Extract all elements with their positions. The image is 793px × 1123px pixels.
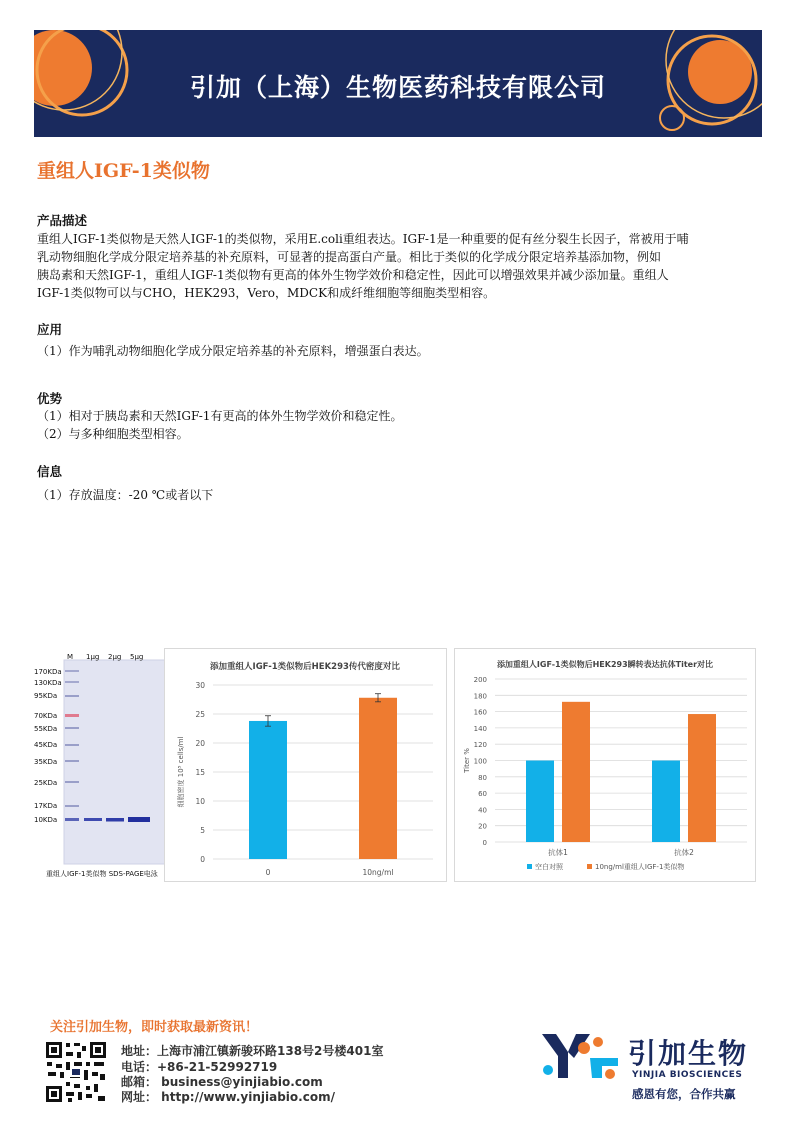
- legend-label: 10ng/ml重组人IGF-1类似物: [595, 863, 685, 871]
- bar: [526, 761, 554, 843]
- advantage-heading: 优势: [37, 391, 63, 406]
- chart-title: 添加重组人IGF-1类似物后HEK293瞬转表达抗体Titer对比: [496, 660, 714, 669]
- gel-caption: 重组人IGF-1类似物 SDS-PAGE电泳: [46, 870, 158, 878]
- lane-label: M: [67, 653, 74, 661]
- footer-phone: 电话：+86-21-52992719: [121, 1060, 278, 1074]
- sds-page-gel-figure: [34, 648, 184, 880]
- footer-website[interactable]: 网址： http://www.yinjiabio.com/: [121, 1090, 335, 1104]
- application-item: （1）作为哺乳动物细胞化学成分限定培养基的补充原料，增强蛋白表达。: [37, 344, 429, 358]
- marker-label: 17KDa: [34, 802, 58, 810]
- application-heading: 应用: [37, 322, 63, 337]
- chart-antibody-titer: [454, 648, 756, 882]
- x-tick-label: 10ng/ml: [362, 868, 394, 877]
- marker-label: 55KDa: [34, 725, 58, 733]
- header-banner: [34, 30, 762, 137]
- y-tick-label: 60: [478, 790, 487, 799]
- advantage-item: （2）与多种细胞类型相容。: [37, 427, 189, 441]
- description-line: 胰岛素和天然IGF-1，重组人IGF-1类似物有更高的体外生物学效价和稳定性，因此可以增强效果并减少添加量。重组人: [37, 268, 669, 282]
- bar: [652, 761, 680, 843]
- logo-slogan: 感恩有您，合作共赢: [632, 1087, 736, 1101]
- advantage-item: （1）相对于胰岛素和天然IGF-1有更高的体外生物学效价和稳定性。: [37, 409, 403, 423]
- logo-chinese-name: 引加生物: [628, 1037, 749, 1070]
- description-line: IGF-1类似物可以与CHO，HEK293，Vero，MDCK和成纤维细胞等细胞类型相容。: [37, 286, 496, 300]
- bar: [249, 721, 287, 859]
- company-logo: [540, 1026, 770, 1106]
- y-tick-label: 15: [195, 768, 205, 777]
- legend-swatch: [587, 864, 592, 869]
- bar: [359, 698, 397, 859]
- y-tick-label: 160: [473, 708, 487, 717]
- lane-label: 1μg: [86, 653, 100, 661]
- y-tick-label: 20: [478, 822, 487, 831]
- bar: [562, 702, 590, 842]
- x-tick-label: 0: [265, 868, 271, 877]
- product-title: 重组人IGF-1类似物: [37, 160, 210, 182]
- y-tick-label: 140: [473, 724, 487, 733]
- logo-mark-icon: [540, 1028, 626, 1084]
- description-heading: 产品描述: [37, 213, 88, 228]
- y-tick-label: 10: [195, 797, 205, 806]
- bar: [688, 714, 716, 842]
- y-axis-label: 细胞密度 10⁵ cells/ml: [177, 736, 185, 808]
- footer-slogan: 关注引加生物，即时获取最新资讯！: [50, 1020, 259, 1035]
- cell-density-bar-chart: [165, 649, 446, 881]
- chart-cell-density: [164, 648, 447, 882]
- y-tick-label: 40: [478, 806, 487, 815]
- legend-swatch: [527, 864, 532, 869]
- antibody-titer-bar-chart: [455, 649, 755, 881]
- y-tick-label: 80: [478, 773, 487, 782]
- y-tick-label: 30: [195, 681, 205, 690]
- gel-image: [34, 648, 184, 880]
- qr-code[interactable]: [44, 1040, 108, 1104]
- marker-label: 130KDa: [34, 679, 62, 687]
- y-tick-label: 100: [473, 757, 487, 766]
- x-tick-label: 抗体1: [548, 848, 568, 857]
- marker-label: 45KDa: [34, 741, 58, 749]
- description-paragraph: [37, 230, 757, 302]
- marker-label: 25KDa: [34, 779, 58, 787]
- y-tick-label: 0: [200, 855, 205, 864]
- footer-email[interactable]: 邮箱： business@yinjiabio.com: [121, 1075, 323, 1089]
- y-tick-label: 25: [195, 710, 205, 719]
- info-item: （1）存放温度：-20 ℃或者以下: [37, 488, 214, 502]
- y-axis-label: Titer %: [463, 748, 471, 773]
- qr-code-icon: [44, 1040, 108, 1104]
- x-tick-label: 抗体2: [674, 848, 694, 857]
- y-tick-label: 180: [473, 692, 487, 701]
- y-tick-label: 5: [200, 826, 205, 835]
- description-line: 重组人IGF-1类似物是天然人IGF-1的类似物，采用E.coli重组表达。IGF-1是一种重要的促有丝分裂生长因子，常被用于哺: [37, 232, 689, 246]
- logo-english-name: YINJIA BIOSCIENCES: [632, 1070, 743, 1080]
- lane-label: 2μg: [108, 653, 122, 661]
- legend-label: 空白对照: [535, 863, 563, 871]
- y-tick-label: 200: [473, 676, 487, 684]
- footer-address: 地址：上海市浦江镇新骏环路138号2号楼401室: [121, 1044, 384, 1058]
- marker-label: 10KDa: [34, 816, 58, 824]
- lane-label: 5μg: [130, 653, 144, 661]
- marker-label: 35KDa: [34, 758, 58, 766]
- y-tick-label: 120: [473, 741, 487, 750]
- y-tick-label: 20: [195, 739, 205, 748]
- chart-title: 添加重组人IGF-1类似物后HEK293传代密度对比: [210, 662, 400, 672]
- description-line: 乳动物细胞化学成分限定培养基的补充原料，可显著的提高蛋白产量。相比于类似的化学成分限定培养基添加物，例如: [37, 250, 662, 264]
- y-tick-label: 0: [482, 839, 487, 847]
- company-name: 引加（上海）生物医药科技有限公司: [189, 73, 606, 102]
- info-heading: 信息: [37, 464, 63, 479]
- marker-label: 70KDa: [34, 712, 58, 720]
- marker-label: 95KDa: [34, 692, 58, 700]
- marker-label: 170KDa: [34, 668, 62, 676]
